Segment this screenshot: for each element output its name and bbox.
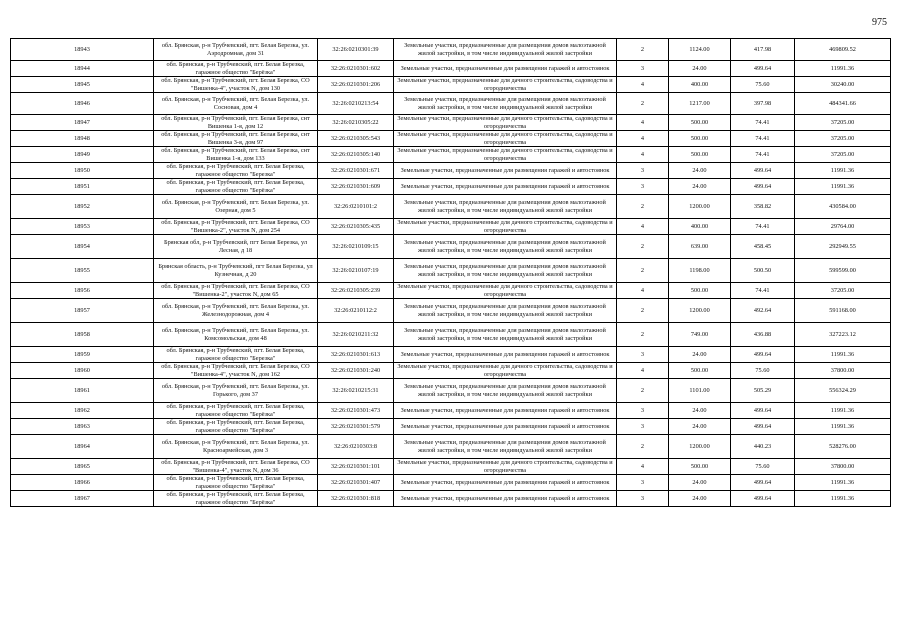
- address-cell: обл. Брянская, р-н Трубчевский, пгт. Белая Березка, ул. Железнодорожная, дом 4: [154, 299, 318, 323]
- cadastral-number-cell: 32:26:0210101:2: [318, 195, 394, 219]
- address-cell: обл. Брянская, р-н Трубчевский, пгт. Белая Березка, гаражное общество "Берёзка": [154, 419, 318, 435]
- use-group-cell: 3: [617, 179, 669, 195]
- cadastral-number-cell: 32:26:0210301:613: [318, 347, 394, 363]
- use-group-cell: 2: [617, 299, 669, 323]
- specific-value-cell: 358.82: [731, 195, 795, 219]
- land-use-cell: Земельные участки, предназначенные для дачного строительства, садоводства и огородничества: [394, 131, 617, 147]
- cadastral-number-cell: 32:26:0210301:602: [318, 61, 394, 77]
- area-cell: 24.00: [669, 347, 731, 363]
- table-row: [11, 115, 891, 131]
- table-row: [11, 195, 891, 219]
- land-use-cell: Земельные участки, предназначенные для дачного строительства, садоводства и огородничества: [394, 219, 617, 235]
- address-cell: обл. Брянская, р-н Трубчевский, пгт. Белая Березка, СО "Вишенка-4", участок N, дом 36: [154, 459, 318, 475]
- cadastral-number-cell: 32:26:0210301:671: [318, 163, 394, 179]
- record-number: 18951: [11, 179, 154, 195]
- record-number: 18967: [11, 491, 154, 507]
- address-cell: обл. Брянская, р-н Трубчевский, пгт. Белая Березка, гаражное общество "Берёзка": [154, 475, 318, 491]
- cadastral-number-cell: 32:26:0210301:39: [318, 39, 394, 61]
- specific-value-cell: 75.60: [731, 459, 795, 475]
- specific-value-cell: 458.45: [731, 235, 795, 259]
- cadastral-number-cell: 32:26:0210305:140: [318, 147, 394, 163]
- record-number: 18955: [11, 259, 154, 283]
- address-cell: обл. Брянская, р-н Трубчевский, пгт. Белая Березка, СО "Вишенка-2", участок N, дом 254: [154, 219, 318, 235]
- area-cell: 749.00: [669, 323, 731, 347]
- table-row: [11, 61, 891, 77]
- table-row: [11, 39, 891, 61]
- land-use-cell: Земельные участки, предназначенные для дачного строительства, садоводства и огородничества: [394, 459, 617, 475]
- table-row: [11, 459, 891, 475]
- land-use-cell: Земельные участки, предназначенные для размещения домов малоэтажной жилой застройки, в том числе индивидуальной жилой застройки: [394, 259, 617, 283]
- cadastral-value-cell: 11991.36: [795, 403, 891, 419]
- area-cell: 1200.00: [669, 299, 731, 323]
- address-cell: Брянская обл, р-н Трубчевский, пгт Белая Березка, ул Лесная, д 18: [154, 235, 318, 259]
- area-cell: 400.00: [669, 219, 731, 235]
- cadastral-value-cell: 11991.36: [795, 419, 891, 435]
- specific-value-cell: 75.60: [731, 77, 795, 93]
- use-group-cell: 4: [617, 147, 669, 163]
- cadastral-value-cell: 430584.00: [795, 195, 891, 219]
- use-group-cell: 3: [617, 491, 669, 507]
- specific-value-cell: 74.41: [731, 131, 795, 147]
- cadastral-number-cell: 32:26:0210301:101: [318, 459, 394, 475]
- cadastral-number-cell: 32:26:0210305:543: [318, 131, 394, 147]
- table-row: [11, 259, 891, 283]
- cadastral-value-cell: 37800.00: [795, 459, 891, 475]
- record-number: 18946: [11, 93, 154, 115]
- record-number: 18945: [11, 77, 154, 93]
- address-cell: обл. Брянская, р-н Трубчевский, пгт. Белая Березка, гаражное общество "Березка": [154, 163, 318, 179]
- table-row: [11, 323, 891, 347]
- address-cell: обл. Брянская, р-н Трубчевский, пгт. Белая Березка, ул. Комсомольская, дом 48: [154, 323, 318, 347]
- address-cell: обл. Брянская, р-н Трубчевский, пгт. Белая Березка, снт Вишенка 1-я, дом 12: [154, 115, 318, 131]
- use-group-cell: 3: [617, 403, 669, 419]
- table-row: [11, 93, 891, 115]
- specific-value-cell: 397.98: [731, 93, 795, 115]
- address-cell: обл. Брянская, р-н Трубчевский, пгт. Белая Березка, гаражное общество "Берёзка": [154, 491, 318, 507]
- use-group-cell: 2: [617, 39, 669, 61]
- area-cell: 500.00: [669, 147, 731, 163]
- address-cell: обл. Брянская, р-н Трубчевский, пгт. Белая Березка, гаражное общество "Березка": [154, 347, 318, 363]
- area-cell: 1101.00: [669, 379, 731, 403]
- use-group-cell: 4: [617, 283, 669, 299]
- cadastral-value-cell: 11991.36: [795, 491, 891, 507]
- cadastral-value-cell: 37205.00: [795, 147, 891, 163]
- address-cell: обл. Брянская, р-н Трубчевский, пгт. Белая Березка, гаражное общество "Берёзка": [154, 61, 318, 77]
- area-cell: 639.00: [669, 235, 731, 259]
- use-group-cell: 3: [617, 347, 669, 363]
- record-number: 18960: [11, 363, 154, 379]
- record-number: 18953: [11, 219, 154, 235]
- record-number: 18952: [11, 195, 154, 219]
- use-group-cell: 2: [617, 195, 669, 219]
- land-use-cell: Земельные участки, предназначенные для размещения домов малоэтажной жилой застройки, в том числе индивидуальной жилой застройки: [394, 299, 617, 323]
- cadastral-value-cell: 37205.00: [795, 115, 891, 131]
- specific-value-cell: 500.50: [731, 259, 795, 283]
- specific-value-cell: 74.41: [731, 115, 795, 131]
- address-cell: обл. Брянская, р-н Трубчевский, пгт. Белая Березка, ул. Аэродромная, дом 31: [154, 39, 318, 61]
- land-use-cell: Земельные участки, предназначенные для размещения гаражей и автостоянок: [394, 403, 617, 419]
- cadastral-number-cell: 32:26:0210211:32: [318, 323, 394, 347]
- table-row: [11, 491, 891, 507]
- use-group-cell: 2: [617, 93, 669, 115]
- cadastral-value-cell: 292949.55: [795, 235, 891, 259]
- address-cell: обл. Брянская, р-н Трубчевский, пгт. Белая Березка, снт Вишенка 1-я, дом 133: [154, 147, 318, 163]
- table-row: [11, 379, 891, 403]
- table-row: [11, 219, 891, 235]
- record-number: 18947: [11, 115, 154, 131]
- specific-value-cell: 74.41: [731, 219, 795, 235]
- use-group-cell: 4: [617, 219, 669, 235]
- address-cell: обл. Брянская, р-н Трубчевский, пгт. Белая Березка, гаражное общество "Берёзка": [154, 403, 318, 419]
- table-row: [11, 299, 891, 323]
- use-group-cell: 4: [617, 115, 669, 131]
- page-number: 975: [872, 17, 887, 28]
- address-cell: обл. Брянская, р-н Трубчевский, пгт. Белая Березка, ул. Озерная, дом 5: [154, 195, 318, 219]
- land-use-cell: Земельные участки, предназначенные для размещения гаражей и автостоянок: [394, 163, 617, 179]
- cadastral-value-cell: 469809.52: [795, 39, 891, 61]
- record-number: 18961: [11, 379, 154, 403]
- area-cell: 500.00: [669, 363, 731, 379]
- specific-value-cell: 75.60: [731, 363, 795, 379]
- specific-value-cell: 499.64: [731, 403, 795, 419]
- land-use-cell: Земельные участки, предназначенные для дачного строительства, садоводства и огородничества: [394, 363, 617, 379]
- address-cell: обл. Брянская, р-н Трубчевский, пгт. Белая Березка, гаражное общество "Берёзка": [154, 179, 318, 195]
- cadastral-value-cell: 11991.36: [795, 179, 891, 195]
- specific-value-cell: 440.23: [731, 435, 795, 459]
- cadastral-number-cell: 32:26:0210301:206: [318, 77, 394, 93]
- area-cell: 500.00: [669, 131, 731, 147]
- cadastral-value-cell: 11991.36: [795, 61, 891, 77]
- land-use-cell: Земельные участки, предназначенные для размещения домов малоэтажной жилой застройки, в том числе индивидуальной жилой застройки: [394, 235, 617, 259]
- land-use-cell: Земельные участки, предназначенные для размещения гаражей и автостоянок: [394, 347, 617, 363]
- area-cell: 1200.00: [669, 435, 731, 459]
- cadastral-number-cell: 32:26:0210301:240: [318, 363, 394, 379]
- land-use-cell: Земельные участки, предназначенные для размещения гаражей и автостоянок: [394, 419, 617, 435]
- use-group-cell: 4: [617, 131, 669, 147]
- table-row: [11, 283, 891, 299]
- cadastral-value-cell: 327223.12: [795, 323, 891, 347]
- cadastral-number-cell: 32:26:0210301:579: [318, 419, 394, 435]
- table-row: [11, 419, 891, 435]
- cadastral-number-cell: 32:26:0210305:435: [318, 219, 394, 235]
- cadastral-number-cell: 32:26:0210301:407: [318, 475, 394, 491]
- table-row: [11, 363, 891, 379]
- area-cell: 24.00: [669, 419, 731, 435]
- record-number: 18959: [11, 347, 154, 363]
- table-row: [11, 163, 891, 179]
- area-cell: 500.00: [669, 459, 731, 475]
- specific-value-cell: 492.64: [731, 299, 795, 323]
- use-group-cell: 3: [617, 61, 669, 77]
- cadastral-value-cell: 599599.00: [795, 259, 891, 283]
- land-use-cell: Земельные участки, предназначенные для размещения домов малоэтажной жилой застройки, в том числе индивидуальной жилой застройки: [394, 435, 617, 459]
- specific-value-cell: 74.41: [731, 283, 795, 299]
- table-row: [11, 435, 891, 459]
- address-cell: обл. Брянская, р-н Трубчевский, пгт. Белая Березка, ул. Сосновая, дом 4: [154, 93, 318, 115]
- specific-value-cell: 417.98: [731, 39, 795, 61]
- cadastral-number-cell: 32:26:0210215:31: [318, 379, 394, 403]
- cadastral-number-cell: 32:26:0210112:2: [318, 299, 394, 323]
- specific-value-cell: 436.88: [731, 323, 795, 347]
- cadastral-value-cell: 37205.00: [795, 131, 891, 147]
- cadastral-value-cell: 528276.00: [795, 435, 891, 459]
- use-group-cell: 2: [617, 379, 669, 403]
- land-use-cell: Земельные участки, предназначенные для размещения домов малоэтажной жилой застройки, в том числе индивидуальной жилой застройки: [394, 39, 617, 61]
- cadastral-number-cell: 32:26:0210109:15: [318, 235, 394, 259]
- cadastral-number-cell: 32:26:0210213:54: [318, 93, 394, 115]
- area-cell: 24.00: [669, 163, 731, 179]
- table-row: [11, 147, 891, 163]
- specific-value-cell: 499.64: [731, 347, 795, 363]
- specific-value-cell: 499.64: [731, 475, 795, 491]
- table-row: [11, 403, 891, 419]
- area-cell: 1217.00: [669, 93, 731, 115]
- cadastral-value-cell: 591168.00: [795, 299, 891, 323]
- land-use-cell: Земельные участки, предназначенные для размещения домов малоэтажной жилой застройки, в том числе индивидуальной жилой застройки: [394, 195, 617, 219]
- address-cell: обл. Брянская, р-н Трубчевский, пгт. Белая Березка, СО "Вишенка-4", участок N, дом 130: [154, 77, 318, 93]
- address-cell: обл. Брянская, р-н Трубчевский, пгт. Белая Березка, СО "Вишенка-2", участок N, дом 65: [154, 283, 318, 299]
- use-group-cell: 4: [617, 363, 669, 379]
- record-number: 18962: [11, 403, 154, 419]
- cadastral-value-cell: 556324.29: [795, 379, 891, 403]
- cadastral-number-cell: 32:26:0210107:19: [318, 259, 394, 283]
- area-cell: 1198.00: [669, 259, 731, 283]
- area-cell: 500.00: [669, 283, 731, 299]
- specific-value-cell: 74.41: [731, 147, 795, 163]
- cadastral-value-cell: 30240.00: [795, 77, 891, 93]
- cadastral-number-cell: 32:26:0210301:609: [318, 179, 394, 195]
- cadastral-value-cell: 11991.36: [795, 347, 891, 363]
- area-cell: 24.00: [669, 403, 731, 419]
- table-row: [11, 179, 891, 195]
- use-group-cell: 3: [617, 163, 669, 179]
- table-row: [11, 475, 891, 491]
- cadastral-number-cell: 32:26:0210305:239: [318, 283, 394, 299]
- area-cell: 24.00: [669, 61, 731, 77]
- table-row: [11, 77, 891, 93]
- address-cell: обл. Брянская, р-н Трубчевский, пгт. Белая Березка, СО "Вишенка-4", участок N, дом 162: [154, 363, 318, 379]
- area-cell: 1200.00: [669, 195, 731, 219]
- land-use-cell: Земельные участки, предназначенные для дачного строительства, садоводства и огородничества: [394, 147, 617, 163]
- specific-value-cell: 499.64: [731, 179, 795, 195]
- table-row: [11, 347, 891, 363]
- cadastral-number-cell: 32:26:0210301:473: [318, 403, 394, 419]
- record-number: 18950: [11, 163, 154, 179]
- table-row: [11, 235, 891, 259]
- use-group-cell: 2: [617, 259, 669, 283]
- record-number: 18958: [11, 323, 154, 347]
- use-group-cell: 3: [617, 419, 669, 435]
- land-registry-table: [10, 38, 891, 507]
- specific-value-cell: 499.64: [731, 419, 795, 435]
- land-use-cell: Земельные участки, предназначенные для дачного строительства, садоводства и огородничества: [394, 115, 617, 131]
- record-number: 18956: [11, 283, 154, 299]
- table-row: [11, 131, 891, 147]
- use-group-cell: 2: [617, 435, 669, 459]
- use-group-cell: 3: [617, 475, 669, 491]
- record-number: 18944: [11, 61, 154, 77]
- record-number: 18965: [11, 459, 154, 475]
- specific-value-cell: 499.64: [731, 163, 795, 179]
- area-cell: 24.00: [669, 179, 731, 195]
- land-use-cell: Земельные участки, предназначенные для дачного строительства, садоводства и огородничества: [394, 77, 617, 93]
- cadastral-value-cell: 484341.66: [795, 93, 891, 115]
- address-cell: Брянская область, р-н Трубчевский, пгт Белая Березка, ул Кузнечная, д 20: [154, 259, 318, 283]
- use-group-cell: 2: [617, 235, 669, 259]
- area-cell: 24.00: [669, 491, 731, 507]
- cadastral-number-cell: 32:26:0210305:22: [318, 115, 394, 131]
- cadastral-value-cell: 11991.36: [795, 163, 891, 179]
- area-cell: 1124.00: [669, 39, 731, 61]
- cadastral-value-cell: 11991.36: [795, 475, 891, 491]
- record-number: 18957: [11, 299, 154, 323]
- land-use-cell: Земельные участки, предназначенные для размещения домов малоэтажной жилой застройки, в том числе индивидуальной жилой застройки: [394, 379, 617, 403]
- land-use-cell: Земельные участки, предназначенные для размещения гаражей и автостоянок: [394, 179, 617, 195]
- address-cell: обл. Брянская, р-н Трубчевский, пгт. Белая Березка, ул. Красноармейская, дом 3: [154, 435, 318, 459]
- record-number: 18954: [11, 235, 154, 259]
- record-number: 18964: [11, 435, 154, 459]
- cadastral-value-cell: 29764.00: [795, 219, 891, 235]
- cadastral-value-cell: 37800.00: [795, 363, 891, 379]
- use-group-cell: 4: [617, 459, 669, 475]
- land-use-cell: Земельные участки, предназначенные для размещения домов малоэтажной жилой застройки, в том числе индивидуальной жилой застройки: [394, 93, 617, 115]
- land-use-cell: Земельные участки, предназначенные для дачного строительства, садоводства и огородничества: [394, 283, 617, 299]
- use-group-cell: 2: [617, 323, 669, 347]
- land-use-cell: Земельные участки, предназначенные для размещения домов малоэтажной жилой застройки, в том числе индивидуальной жилой застройки: [394, 323, 617, 347]
- area-cell: 400.00: [669, 77, 731, 93]
- specific-value-cell: 505.29: [731, 379, 795, 403]
- record-number: 18963: [11, 419, 154, 435]
- record-number: 18948: [11, 131, 154, 147]
- specific-value-cell: 499.64: [731, 61, 795, 77]
- use-group-cell: 4: [617, 77, 669, 93]
- record-number: 18943: [11, 39, 154, 61]
- land-use-cell: Земельные участки, предназначенные для размещения гаражей и автостоянок: [394, 491, 617, 507]
- address-cell: обл. Брянская, р-н Трубчевский, пгт. Белая Березка, ул. Горького, дом 37: [154, 379, 318, 403]
- land-use-cell: Земельные участки, предназначенные для размещения гаражей и автостоянок: [394, 61, 617, 77]
- record-number: 18949: [11, 147, 154, 163]
- address-cell: обл. Брянская, р-н Трубчевский, пгт. Белая Березка, снт Вишенка 3-я, дом 97: [154, 131, 318, 147]
- cadastral-value-cell: 37205.00: [795, 283, 891, 299]
- land-use-cell: Земельные участки, предназначенные для размещения гаражей и автостоянок: [394, 475, 617, 491]
- area-cell: 500.00: [669, 115, 731, 131]
- table-body: [11, 39, 891, 507]
- specific-value-cell: 499.64: [731, 491, 795, 507]
- cadastral-number-cell: 32:26:0210301:818: [318, 491, 394, 507]
- record-number: 18966: [11, 475, 154, 491]
- area-cell: 24.00: [669, 475, 731, 491]
- cadastral-number-cell: 32:26:0210303:8: [318, 435, 394, 459]
